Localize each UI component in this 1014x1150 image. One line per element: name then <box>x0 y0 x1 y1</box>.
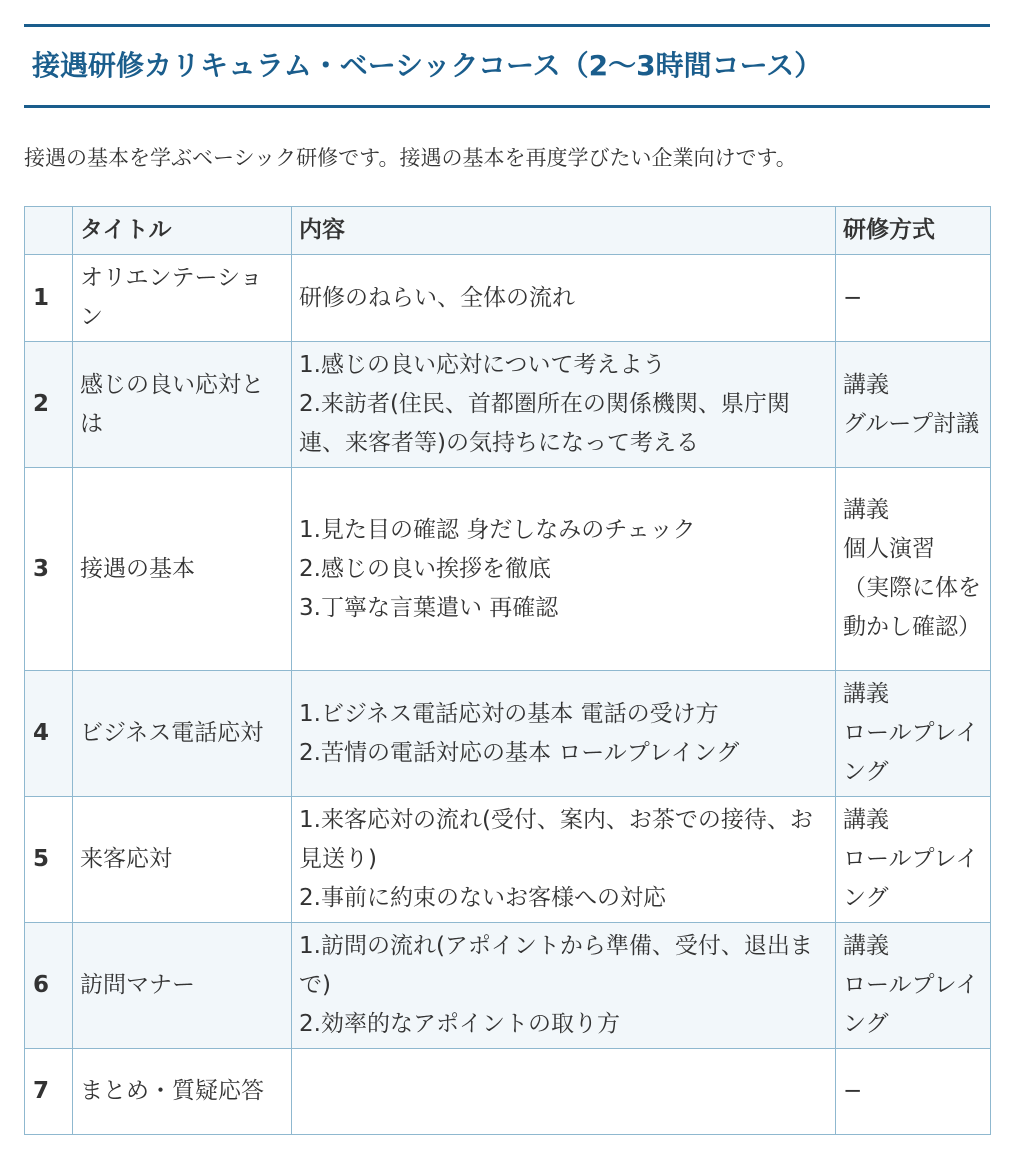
curriculum-table <box>24 206 991 1135</box>
method-line: 個人演習 <box>843 536 935 562</box>
header-content: 内容 <box>292 207 836 255</box>
row-number: 3 <box>25 468 73 671</box>
table-body <box>25 255 991 1135</box>
row-method <box>836 468 991 671</box>
content-line: 3.丁寧な言葉遣い 再確認 <box>299 594 559 621</box>
row-method <box>836 342 991 468</box>
row-content <box>292 797 836 923</box>
row-title: 接遇の基本 <box>73 468 292 671</box>
row-content <box>292 1049 836 1135</box>
row-content <box>292 342 836 468</box>
row-title: 訪問マナー <box>73 923 292 1049</box>
page-title: 接遇研修カリキュラム・ベーシックコース（2〜3時間コース） <box>32 49 823 82</box>
method-line: 講義 <box>843 807 889 833</box>
content-line: 1.感じの良い応対について考えよう <box>299 352 666 378</box>
table-row <box>25 342 991 468</box>
method-line: 講義 <box>843 371 889 398</box>
row-content <box>292 671 836 797</box>
row-number: 6 <box>25 923 73 1049</box>
table-row <box>25 255 991 342</box>
row-number: 5 <box>25 797 73 923</box>
table-row <box>25 671 991 797</box>
method-line: グループ討議 <box>843 410 980 437</box>
content-line: 1.来客応対の流れ(受付、案内、お茶での接待、お見送り) <box>299 807 813 872</box>
row-title: 来客応対 <box>73 797 292 923</box>
row-content <box>292 468 836 671</box>
row-number: 7 <box>25 1049 73 1135</box>
method-line: ロールプレイング <box>843 720 979 785</box>
row-method <box>836 255 991 342</box>
row-title: オリエンテーション <box>73 255 292 342</box>
row-number: 4 <box>25 671 73 797</box>
row-method <box>836 671 991 797</box>
table-row <box>25 468 991 671</box>
content-line: 2.効率的なアポイントの取り方 <box>299 1011 620 1037</box>
content-line: 1.ビジネス電話応対の基本 電話の受け方 <box>299 700 719 727</box>
row-method <box>836 797 991 923</box>
method-line: − <box>843 1078 863 1104</box>
header-method: 研修方式 <box>836 207 991 255</box>
content-line: 研修のねらい、全体の流れ <box>299 284 575 311</box>
row-title: 感じの良い応対とは <box>73 342 292 468</box>
content-line: 2.来訪者(住民、首都圏所在の関係機関、県庁関連、来客者等)の気持ちになって考える <box>299 391 790 456</box>
row-title: まとめ・質疑応答 <box>73 1049 292 1135</box>
content-line: 2.事前に約束のないお客様への対応 <box>299 885 666 911</box>
method-line: ロールプレイング <box>843 972 979 1037</box>
content-line: 1.訪問の流れ(アポイントから準備、受付、退出まで) <box>299 933 813 998</box>
row-method <box>836 1049 991 1135</box>
row-title: ビジネス電話応対 <box>73 671 292 797</box>
row-content <box>292 923 836 1049</box>
table-row <box>25 1049 991 1135</box>
row-number: 1 <box>25 255 73 342</box>
content-line: 1.見た目の確認 身だしなみのチェック <box>299 516 696 543</box>
method-line: − <box>843 284 863 311</box>
header-number <box>25 207 73 255</box>
row-method <box>836 923 991 1049</box>
content-line: 2.苦情の電話対応の基本 ロールプレイング <box>299 739 740 766</box>
intro-text: 接遇の基本を学ぶベーシック研修です。接遇の基本を再度学びたい企業向けです。 <box>24 146 797 170</box>
method-line: ロールプレイング <box>843 846 979 911</box>
row-content <box>292 255 836 342</box>
method-line: 講義 <box>843 933 889 959</box>
row-number: 2 <box>25 342 73 468</box>
header-title: タイトル <box>73 207 292 255</box>
method-line: 講義 <box>843 497 889 523</box>
table-header-row <box>25 207 991 255</box>
title-block <box>24 24 990 108</box>
method-line: 講義 <box>843 681 889 707</box>
table-row <box>25 923 991 1049</box>
method-line: （実際に体を動かし確認） <box>843 575 981 640</box>
content-line: 2.感じの良い挨拶を徹底 <box>299 555 551 582</box>
table-row <box>25 797 991 923</box>
